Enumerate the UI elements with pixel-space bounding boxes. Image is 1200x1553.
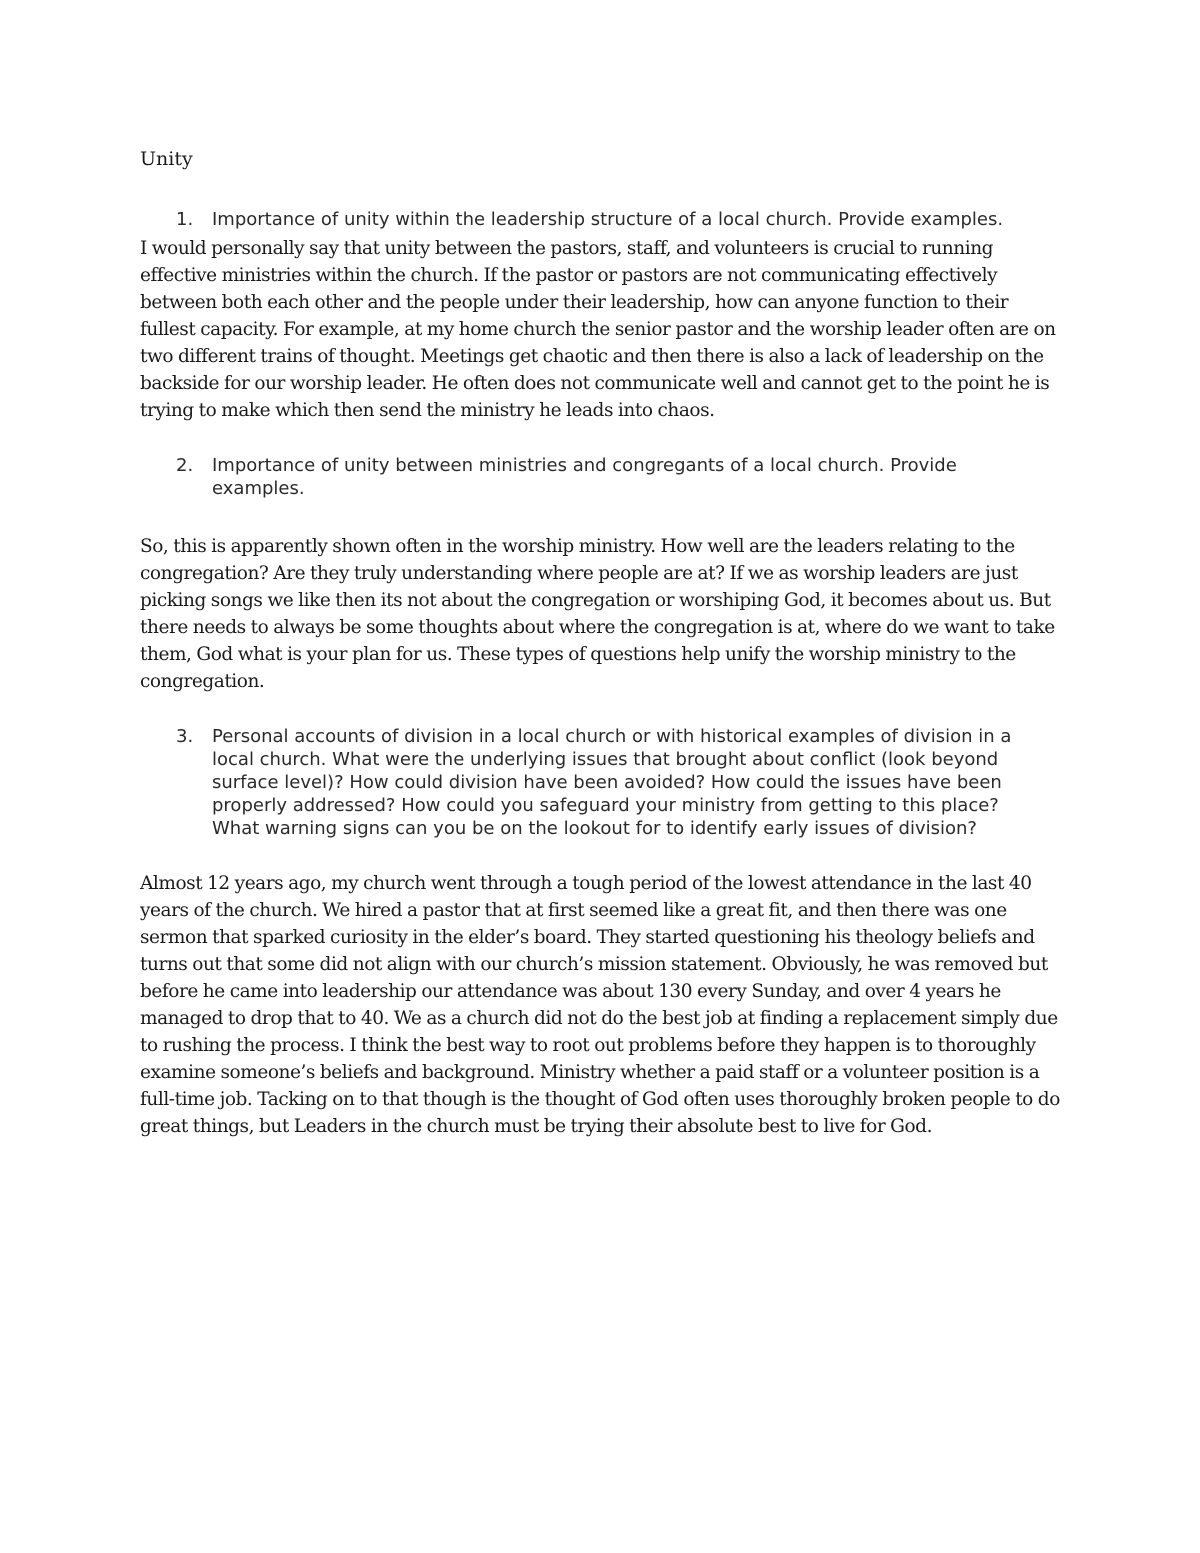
question-1-number: 1. xyxy=(176,209,194,230)
document-title: Unity xyxy=(140,148,193,170)
question-1 xyxy=(140,208,1060,231)
question-2 xyxy=(140,454,1060,500)
question-3 xyxy=(140,725,1060,840)
question-3-text: Personal accounts of division in a local church or with historical examples of division in a local church. What were the underlying issues that brought about conflict (look beyond surface level)? How could division have been avoided? How could the issues have been properly addressed? How could you safeguard your ministry from getting to this place? What warning signs can you be on the lookout for to identify early issues of division? xyxy=(212,726,1012,839)
document-body xyxy=(140,140,1060,1140)
question-1-text: Importance of unity within the leadership structure of a local church. Provide examples. xyxy=(212,209,1004,230)
question-3-number: 3. xyxy=(176,726,194,747)
question-2-number: 2. xyxy=(176,455,194,476)
answer-3: Almost 12 years ago, my church went through a tough period of the lowest attendance in the last 40 years of the church. We hired a pastor that at first seemed like a great fit, and then there was one sermon that sparked curiosity in the elder’s board. They started questioning his theology beliefs and turns out that some did not align with our church’s mission statement. Obviously, he was removed but before he came into leadership our attendance was about 130 every Sunday, and over 4 years he managed to drop that to 40. We as a church did not do the best job at finding a replacement simply due to rushing the process. I think the best way to root out problems before they happen is to thoroughly examine someone’s beliefs and background. Ministry whether a paid staff or a volunteer position is a full-time job. Tacking on to that though is the thought of God often uses thoroughly broken people to do great things, but Leaders in the church must be trying their absolute best to live for God. xyxy=(140,873,1060,1137)
question-2-text: Importance of unity between ministries and congregants of a local church. Provide examples. xyxy=(212,455,957,499)
answer-1: I would personally say that unity between the pastors, staff, and volunteers is crucial to running effective ministries within the church. If the pastor or pastors are not communicating effectively between both each other and the people under their leadership, how can anyone function to their fullest capacity. For example, at my home church the senior pastor and the worship leader often are on two different trains of thought. Meetings get chaotic and then there is also a lack of leadership on the backside for our worship leader. He often does not communicate well and cannot get to the point he is trying to make which then send the ministry he leads into chaos. xyxy=(140,238,1056,421)
answer-2: So, this is apparently shown often in the worship ministry. How well are the leaders relating to the congregation? Are they truly understanding where people are at? If we as worship leaders are just picking songs we like then its not about the congregation or worshiping God, it becomes about us. But there needs to always be some thoughts about where the congregation is at, where do we want to take them, God what is your plan for us. These types of questions help unify the worship ministry to the congregation. xyxy=(140,536,1055,692)
